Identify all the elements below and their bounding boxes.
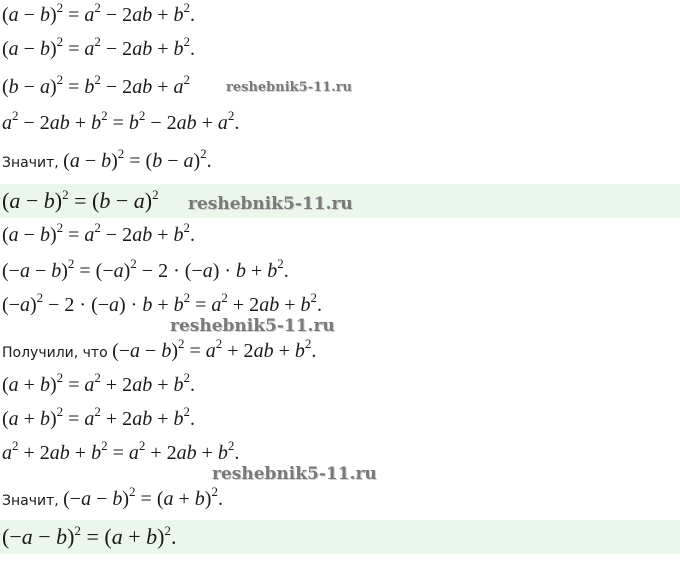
equation-line-9: $(a + b)^2 = a^2 + 2ab + b^2$. xyxy=(2,403,195,430)
result-line-2: $(-a - b)^2 = (a + b)^2$. xyxy=(0,520,680,554)
conclusion-line-2: Получили, что $(-a - b)^2 = a^2 + 2ab + b^2$. xyxy=(2,335,317,362)
equation-line-1: $(a - b)^2 = a^2 - 2ab + b^2$. xyxy=(2,0,195,26)
watermark: reshebnik5-11.ru xyxy=(226,80,353,95)
conclusion-label: Значит, xyxy=(2,493,64,509)
conclusion-line-3: Значит, $(-a - b)^2 = (a + b)^2$. xyxy=(2,483,223,510)
watermark: reshebnik5-11.ru xyxy=(170,316,335,336)
equation-line-4: $a^2 - 2ab + b^2 = b^2 - 2ab + a^2$. xyxy=(2,107,240,134)
watermark: reshebnik5-11.ru xyxy=(188,194,353,214)
equation-line-5: $(a - b)^2 = a^2 - 2ab + b^2$. xyxy=(2,219,195,246)
conclusion-line-1: Значит, $(a - b)^2 = (b - a)^2$. xyxy=(2,145,212,172)
equation-line-6: $(-a - b)^2 = (-a)^2 - 2 \cdot (-a) \cdot b + b^2$. xyxy=(2,255,289,282)
result-line-1: $(a - b)^2 = (b - a)^2$ xyxy=(0,184,680,218)
equation-line-7: $(-a)^2 - 2 \cdot (-a) \cdot b + b^2 = a^2 + 2ab + b^2$. xyxy=(2,289,322,316)
equation-line-2: $(a - b)^2 = a^2 - 2ab + b^2$. xyxy=(2,33,195,60)
equation-line-3: $(b - a)^2 = b^2 - 2ab + a^2$ xyxy=(2,71,190,98)
conclusion-label: Значит, xyxy=(2,155,64,171)
conclusion-label: Получили, что xyxy=(2,345,113,361)
equation-line-8: $(a + b)^2 = a^2 + 2ab + b^2$. xyxy=(2,369,195,396)
equation-line-10: $a^2 + 2ab + b^2 = a^2 + 2ab + b^2$. xyxy=(2,437,240,464)
watermark: reshebnik5-11.ru xyxy=(212,464,377,484)
